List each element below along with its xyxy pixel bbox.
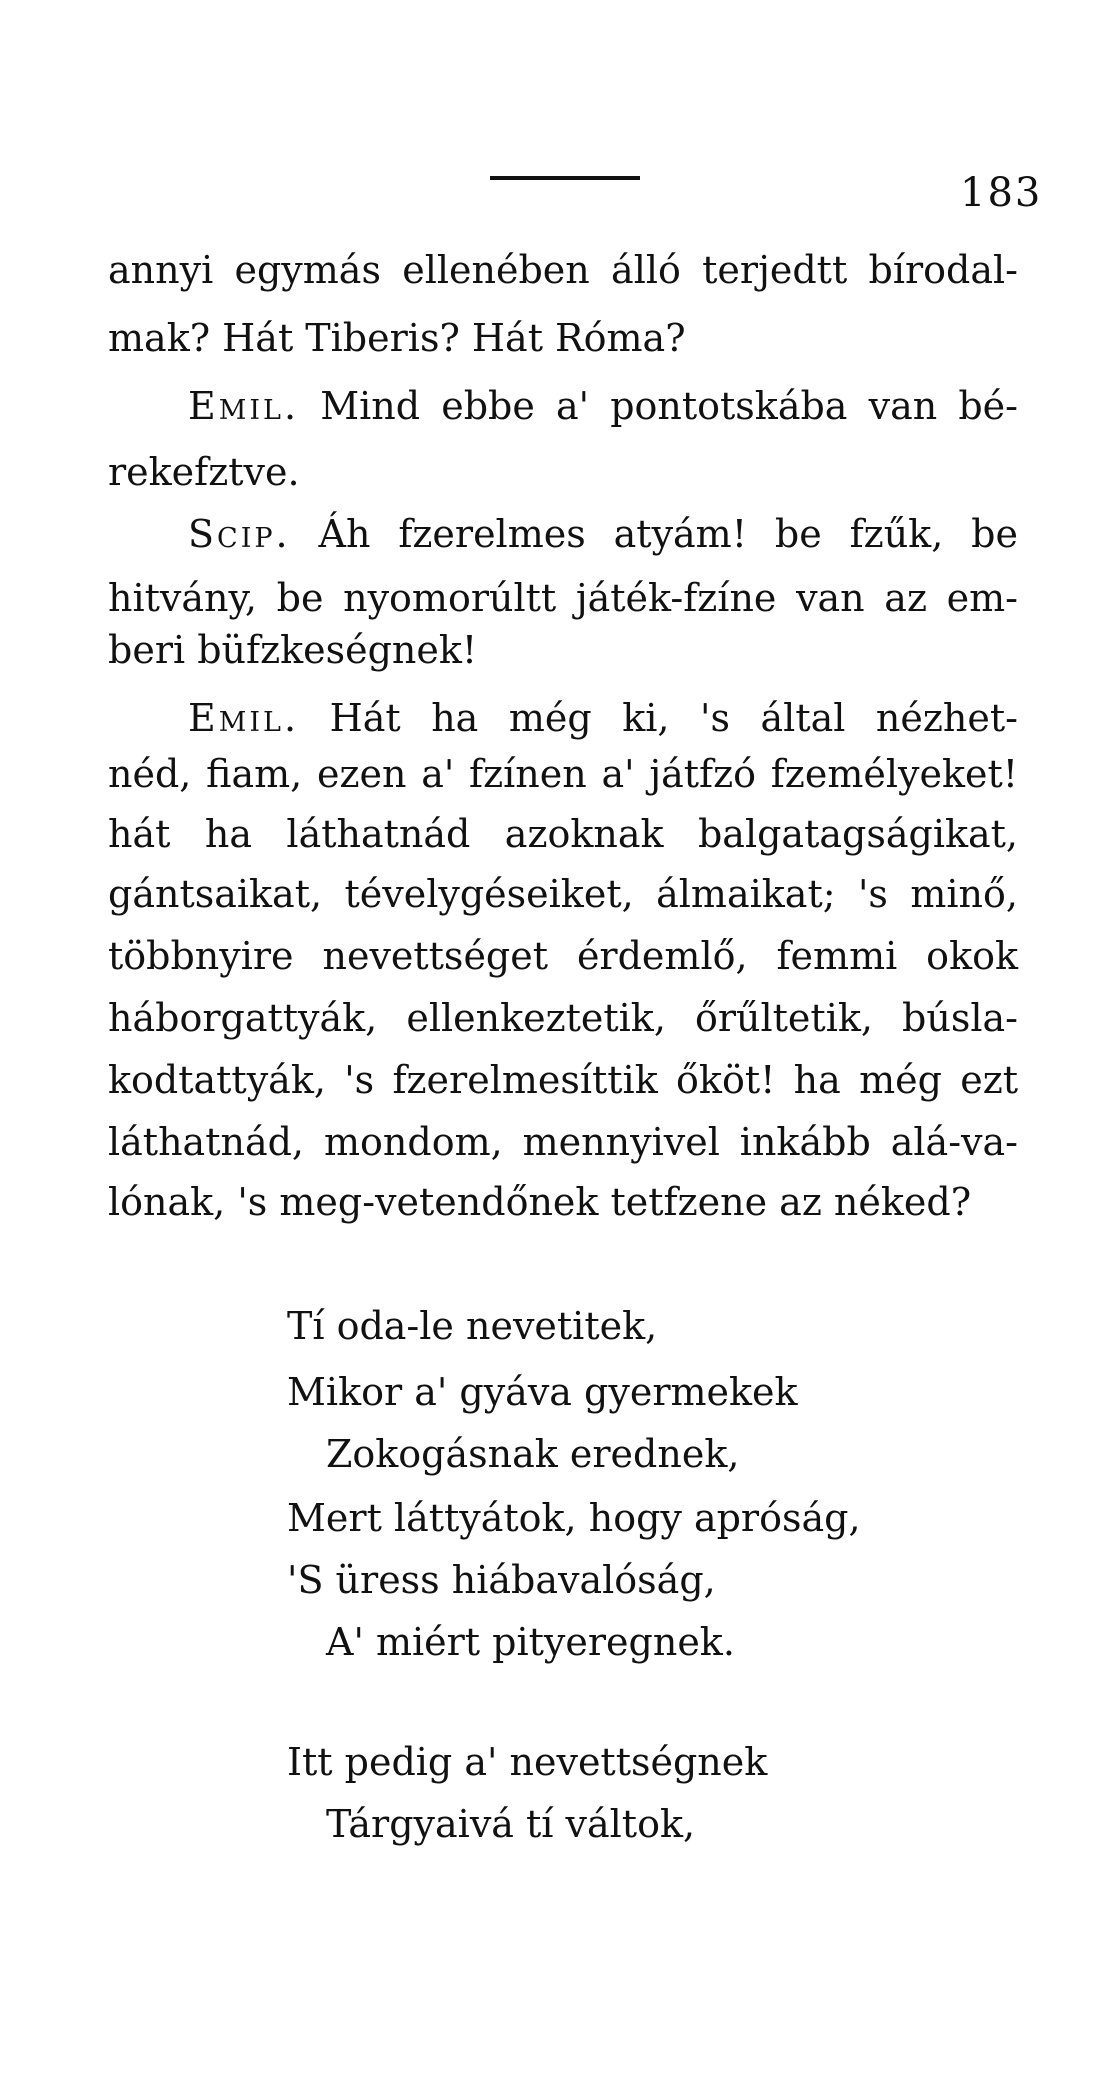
text-line: láthatnád, mondom, mennyivel inkább alá-va-	[108, 1120, 1018, 1164]
text-line: hát ha láthatnád azoknak balgatagságikat,	[108, 812, 1018, 856]
speaker-name: Scip.	[188, 512, 291, 556]
text-line: lónak, 's meg-vetendőnek tetfzene az néked?	[108, 1180, 972, 1224]
poem-line: Mert láttyátok, hogy apróság,	[287, 1496, 861, 1540]
dialogue-line	[188, 696, 1018, 740]
poem-line: Tí oda-le nevetitek,	[287, 1304, 658, 1348]
poem-line: A' miért pityeregnek.	[326, 1620, 735, 1664]
text-line: beri büfzkeségnek!	[108, 628, 478, 672]
poem-line: Mikor a' gyáva gyermekek	[287, 1370, 798, 1414]
text-line: többnyire nevettséget érdemlő, femmi okok	[108, 934, 1018, 978]
dialogue-text: Mind ebbe a' pontotskába van bé-	[320, 384, 1018, 428]
speaker-name: Emil.	[188, 696, 300, 740]
poem-line: Itt pedig a' nevettségnek	[287, 1740, 768, 1784]
text-line: rekefztve.	[108, 450, 300, 494]
text-line: annyi egymás ellenében álló terjedtt bírodal-	[108, 248, 1018, 292]
speaker-name: Emil.	[188, 384, 300, 428]
poem-line: Zokogásnak erednek,	[326, 1432, 740, 1476]
dialogue-line	[188, 384, 1018, 428]
dialogue-text: Hát ha még ki, 's által nézhet-	[329, 696, 1018, 740]
header-rule	[490, 176, 640, 180]
dialogue-text: Áh fzerelmes atyám! be fzűk, be	[318, 512, 1018, 556]
text-line: gántsaikat, tévelygéseiket, álmaikat; 's minő,	[108, 872, 1018, 916]
text-line: mak? Hát Tiberis? Hát Róma?	[108, 316, 686, 360]
text-line: kodtattyák, 's fzerelmesíttik őköt! ha még ezt	[108, 1058, 1018, 1102]
text-line: néd, fiam, ezen a' fzínen a' játfzó fzemélyeket!	[108, 752, 1018, 796]
page-number: 183	[960, 170, 1043, 216]
dialogue-line	[188, 512, 1018, 556]
poem-line: Tárgyaivá tí váltok,	[326, 1802, 696, 1846]
text-line: háborgattyák, ellenkeztetik, őrűltetik, búsla-	[108, 996, 1018, 1040]
poem-line: 'S üress hiábavalóság,	[287, 1558, 716, 1602]
text-line: hitvány, be nyomorúltt játék-fzíne van az em-	[108, 576, 1018, 620]
